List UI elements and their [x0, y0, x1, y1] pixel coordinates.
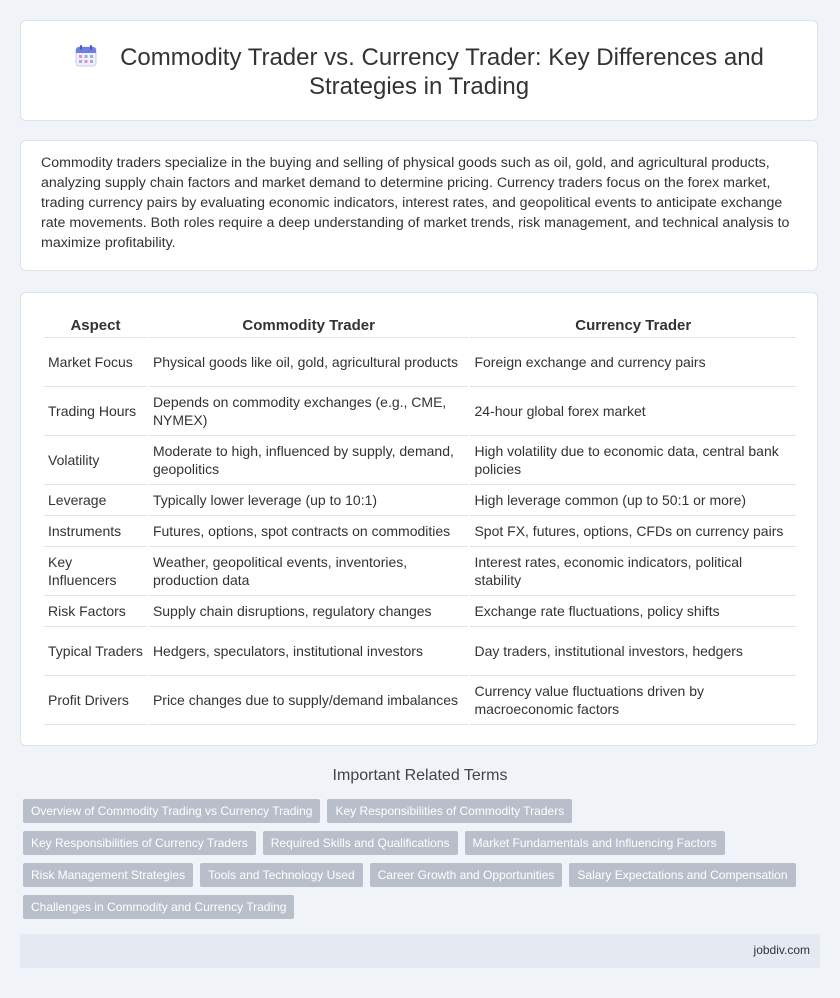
table-cell-commodity: Physical goods like oil, gold, agricultural products — [149, 338, 469, 387]
table-cell-currency: Currency value fluctuations driven by macroeconomic factors — [470, 676, 796, 725]
table-cell-aspect: Instruments — [44, 516, 147, 547]
related-term-tag[interactable]: Key Responsibilities of Currency Traders — [23, 831, 256, 855]
table-header-row — [44, 315, 796, 338]
column-header-currency-trader: Currency Trader — [470, 315, 796, 338]
table-cell-currency: Exchange rate fluctuations, policy shifts — [470, 596, 796, 627]
table-row — [44, 547, 796, 596]
intro-paragraph: Commodity traders specialize in the buying and selling of physical goods such as oil, gold, and agricultural products, analyzing supply chain factors and market demand to determine pricing. Currency traders focus on the forex market, trading currency pairs by evaluating economic indicators, interest rates, and geopolitical events to anticipate exchange rate movements. Both roles require a deep understanding of market trends, risk management, and technical analysis to maximize profitability. — [41, 155, 790, 251]
table-cell-aspect: Volatility — [44, 436, 147, 485]
table-cell-commodity: Hedgers, speculators, institutional investors — [149, 627, 469, 676]
intro-card — [20, 140, 818, 271]
table-cell-currency: Spot FX, futures, options, CFDs on currency pairs — [470, 516, 796, 547]
comparison-table-card — [20, 292, 818, 746]
related-term-tag[interactable]: Overview of Commodity Trading vs Currency Trading — [23, 799, 320, 823]
related-term-tag[interactable]: Market Fundamentals and Influencing Factors — [465, 831, 725, 855]
page-title-text: Commodity Trader vs. Currency Trader: Key Differences and Strategies in Trading — [120, 44, 764, 100]
table-cell-commodity: Price changes due to supply/demand imbalances — [149, 676, 469, 725]
table-cell-commodity: Weather, geopolitical events, inventories, production data — [149, 547, 469, 596]
table-cell-currency: High leverage common (up to 50:1 or more) — [470, 485, 796, 516]
page-title — [61, 43, 777, 101]
title-wrap — [21, 43, 817, 101]
table-cell-commodity: Depends on commodity exchanges (e.g., CME, NYMEX) — [149, 387, 469, 436]
table-cell-currency: Interest rates, economic indicators, political stability — [470, 547, 796, 596]
table-cell-commodity: Moderate to high, influenced by supply, demand, geopolitics — [149, 436, 469, 485]
table-row — [44, 338, 796, 387]
table-row — [44, 516, 796, 547]
related-term-tag[interactable]: Key Responsibilities of Commodity Traders — [327, 799, 572, 823]
table-row — [44, 596, 796, 627]
table-row — [44, 485, 796, 516]
table-cell-aspect: Market Focus — [44, 338, 147, 387]
table-cell-commodity: Supply chain disruptions, regulatory changes — [149, 596, 469, 627]
related-term-tag[interactable]: Career Growth and Opportunities — [370, 863, 563, 887]
table-cell-aspect: Typical Traders — [44, 627, 147, 676]
related-term-tag[interactable]: Required Skills and Qualifications — [263, 831, 458, 855]
footer-site-link[interactable]: jobdiv.com — [753, 943, 810, 957]
table-cell-currency: Day traders, institutional investors, hedgers — [470, 627, 796, 676]
calendar-icon — [74, 44, 98, 68]
related-term-tag[interactable]: Tools and Technology Used — [200, 863, 363, 887]
table-cell-commodity: Typically lower leverage (up to 10:1) — [149, 485, 469, 516]
header-card — [20, 20, 818, 121]
related-term-tag[interactable]: Salary Expectations and Compensation — [569, 863, 795, 887]
table-cell-currency: High volatility due to economic data, central bank policies — [470, 436, 796, 485]
table-row — [44, 627, 796, 676]
table-cell-aspect: Key Influencers — [44, 547, 147, 596]
column-header-commodity-trader: Commodity Trader — [149, 315, 469, 338]
table-cell-currency: Foreign exchange and currency pairs — [470, 338, 796, 387]
table-cell-aspect: Profit Drivers — [44, 676, 147, 725]
table-cell-currency: 24-hour global forex market — [470, 387, 796, 436]
table-cell-commodity: Futures, options, spot contracts on commodities — [149, 516, 469, 547]
related-term-tag[interactable]: Challenges in Commodity and Currency Trading — [23, 895, 294, 919]
related-terms-heading: Important Related Terms — [332, 767, 508, 784]
table-row — [44, 676, 796, 725]
column-header-aspect: Aspect — [44, 315, 147, 338]
table-cell-aspect: Trading Hours — [44, 387, 147, 436]
related-term-tag[interactable]: Risk Management Strategies — [23, 863, 193, 887]
footer-bar — [20, 934, 820, 968]
table-cell-aspect: Leverage — [44, 485, 147, 516]
related-terms-list — [23, 799, 813, 927]
table-row — [44, 436, 796, 485]
table-row — [44, 387, 796, 436]
table-cell-aspect: Risk Factors — [44, 596, 147, 627]
comparison-table — [42, 315, 798, 725]
